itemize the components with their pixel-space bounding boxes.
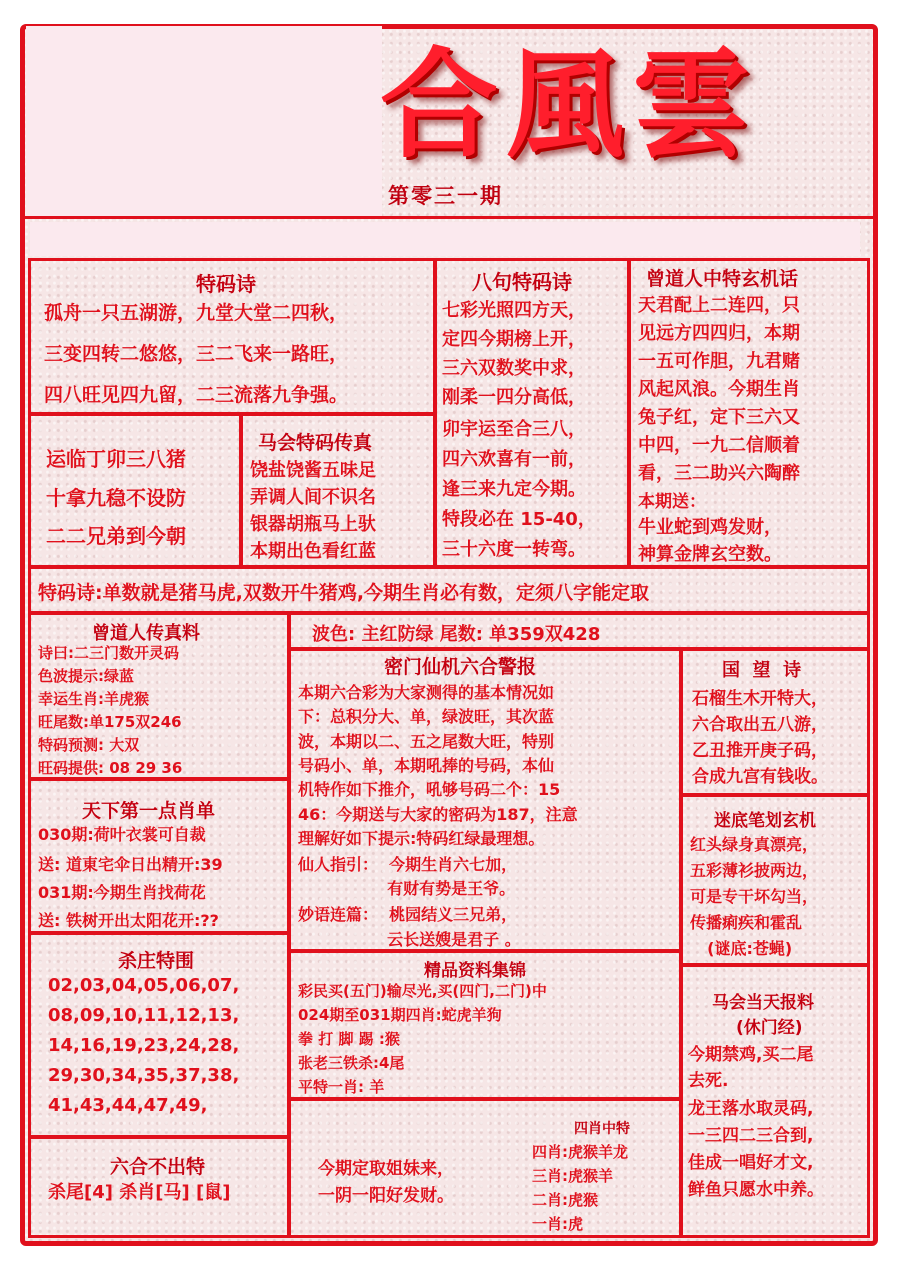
mahui-baoliao-title: 马会当天报料 — [712, 993, 814, 1013]
baju-line: 卯宇运至合三八， — [442, 419, 586, 440]
yunlin-line: 运临丁卯三八猪 — [46, 447, 186, 471]
cengdao-chuanzhen-line: 旺尾数:单175双246 — [38, 713, 182, 731]
mahui-baoliao-line: 龙王落水取灵码, — [688, 1099, 814, 1119]
shazhuang-title: 杀庄特围 — [118, 950, 195, 972]
cengdao-xuanji-line: 中四，一九二信顺着 — [638, 435, 800, 456]
tianxia-line: 030期:荷叶衣裳可自裁 — [38, 825, 206, 844]
cengdao-xuanji-line: 一五可作胆，九君赌 — [638, 351, 800, 372]
mimen-line: 机特作如下推介，吼够号码二个：15 — [298, 780, 561, 799]
cengdao-chuanzhen-line: 特码预测: 大双 — [38, 736, 140, 754]
yunlin-line: 十拿九稳不设防 — [46, 486, 186, 510]
shazhuang-line: 14,16,19,23,24,28, — [48, 1035, 240, 1056]
shazhuang-line: 41,43,44,47,49, — [48, 1095, 208, 1116]
mimen-line: 妙语连篇： 桃园结义三兄弟， — [298, 905, 518, 924]
midi-line: 可是专干坏勾当， — [690, 887, 819, 906]
jingpin-title: 精品资料集锦 — [424, 961, 526, 981]
tema-shi-line: 孤舟一只五湖游，九堂大堂二四秋， — [44, 302, 349, 324]
mahui-baoliao-line: 去死. — [688, 1071, 729, 1091]
mahui-chuanzhen-title: 马会特码传真 — [258, 432, 373, 454]
jingpin-line: 彩民买(五门)输尽光,买(四门,二门)中 — [298, 982, 547, 1000]
mimen-title: 密门仙机六合警报 — [384, 656, 537, 678]
tianxia-line: 送: 铁树开出太阳花开:?? — [38, 911, 219, 930]
midi-line: 传播痢疾和霍乱 — [690, 913, 803, 932]
cengdao-chuanzhen-title: 曾道人传真料 — [92, 623, 200, 644]
guowang-line: 石榴生木开特大， — [692, 689, 828, 709]
mimen-line: 有财有势是王爷。 — [298, 879, 516, 898]
mahui-baoliao-line: 鲜鱼只愿水中养。 — [688, 1180, 824, 1200]
masked-logo-area — [26, 26, 382, 218]
tianxia-line: 送: 道東宅伞日出精开:39 — [38, 855, 223, 874]
cengdao-xuanji-line: 风起风浪。今期生肖 — [638, 379, 800, 400]
guowang-line: 合成九宫有钱收。 — [692, 767, 828, 787]
sixiao-line: 三肖:虎猴羊 — [532, 1167, 613, 1185]
mahui-chuanzhen-line: 饶盐饶酱五味足 — [250, 460, 376, 481]
mahui-baoliao-subtitle: (休门经) — [736, 1018, 803, 1038]
tema-shi-title: 特码诗 — [196, 272, 256, 296]
sixiao-title: 四肖中特 — [574, 1121, 630, 1137]
cengdao-xuanji-line: 看，三二助兴六陶醉 — [638, 463, 800, 484]
mahui-chuanzhen-line: 银器胡瓶马上驮 — [250, 514, 376, 535]
cengdao-xuanji-line: 牛业蛇到鸡发财， — [638, 517, 782, 538]
mimen-line: 云长送嫂是君子 。 — [298, 930, 521, 949]
bose-text: 波色: 主红防绿 尾数: 单359双428 — [312, 624, 601, 645]
mimen-line: 仙人指引： 今期生肖六七加， — [298, 855, 518, 874]
shazhuang-line: 08,09,10,11,12,13, — [48, 1005, 240, 1026]
tema-shi-line: 四八旺见四九留，二三流落九争强。 — [44, 384, 349, 406]
tianxia-line: 031期:今期生肖找荷花 — [38, 883, 206, 902]
baju-line: 三十六度一转弯。 — [442, 539, 586, 560]
cengdao-xuanji-line: 本期送： — [638, 492, 706, 512]
logo-title: 合風雲 — [380, 35, 759, 174]
header-divider — [25, 216, 873, 219]
mahui-baoliao-line: 一三四二三合到, — [688, 1126, 814, 1146]
cengdao-xuanji-line: 神算金牌玄空数。 — [638, 544, 782, 565]
cengdao-chuanzhen-line: 诗曰:二三门数开灵码 — [38, 644, 179, 662]
jiemei-line: 今期定取姐妹来， — [318, 1159, 454, 1179]
baju-line: 四六欢喜有一前， — [442, 449, 586, 470]
baju-line: 特段必在 15-40， — [442, 509, 596, 530]
tianxia-title: 天下第一点肖单 — [82, 800, 216, 822]
jingpin-line: 平特一肖: 羊 — [298, 1078, 385, 1096]
shazhuang-line: 29,30,34,35,37,38, — [48, 1065, 240, 1086]
issue-number: 第零三一期 — [388, 184, 503, 208]
jingpin-line: 张老三铁杀:4尾 — [298, 1054, 405, 1072]
cengdao-chuanzhen-line: 幸运生肖:羊虎猴 — [38, 690, 149, 708]
shazhuang-line: 02,03,04,05,06,07, — [48, 975, 240, 996]
guowang-line: 六合取出五八游， — [692, 715, 828, 735]
cengdao-xuanji-title: 曾道人中特玄机话 — [646, 268, 799, 290]
mahui-chuanzhen-line: 弄调人间不识名 — [250, 487, 376, 508]
masked-headline-bar — [30, 222, 860, 256]
baju-line: 刚柔一四分高低， — [442, 387, 586, 408]
mahui-chuanzhen-line: 本期出色看红蓝 — [250, 541, 376, 562]
baju-line: 定四今期榜上开， — [442, 329, 586, 350]
baju-line: 七彩光照四方天， — [442, 300, 586, 321]
baju-title: 八句特码诗 — [472, 270, 572, 294]
guowang-line: 乙丑推开庚子码， — [692, 741, 828, 761]
liuhe-buchu-title: 六合不出特 — [110, 1156, 206, 1178]
liuhe-buchu-line: 杀尾[4] 杀肖[马] [鼠] — [48, 1182, 231, 1203]
jingpin-line: 024期至031期四肖:蛇虎羊狗 — [298, 1006, 502, 1024]
banner-text: 特码诗:单数就是猪马虎,双数开牛猪鸡,今期生肖必有数，定须八字能定取 — [38, 582, 650, 604]
cengdao-chuanzhen-line: 旺码提供: 08 29 36 — [38, 759, 183, 777]
yunlin-line: 二二兄弟到今朝 — [46, 524, 186, 548]
mimen-line: 下：总积分大、单，绿波旺，其次蓝 — [298, 707, 555, 726]
mimen-line: 波，本期以二、五之尾数大旺，特别 — [298, 732, 555, 751]
jingpin-line: 拳 打 脚 踢 :猴 — [298, 1030, 400, 1048]
midi-line: 红头绿身真漂亮， — [690, 835, 819, 854]
cengdao-xuanji-line: 见远方四四归，本期 — [638, 323, 800, 344]
sixiao-line: 二肖:虎猴 — [532, 1191, 598, 1209]
mimen-line: 号码小、单，本期吼捧的号码，本仙 — [298, 756, 555, 775]
cengdao-xuanji-line: 兔子红，定下三六又 — [638, 407, 800, 428]
cengdao-xuanji-line: 天君配上二连四，只 — [638, 295, 800, 316]
guowang-title: 国 望 诗 — [722, 660, 802, 681]
baju-line: 三六双数奖中求， — [442, 358, 586, 379]
sixiao-line: 四肖:虎猴羊龙 — [532, 1143, 628, 1161]
mahui-baoliao-line: 今期禁鸡,买二尾 — [688, 1045, 814, 1065]
baju-line: 逢三来九定今期。 — [442, 479, 586, 500]
midi-title: 迷底笔划玄机 — [714, 811, 816, 831]
jiemei-line: 一阴一阳好发财。 — [318, 1186, 454, 1206]
midi-line: (谜底:苍蝇) — [696, 939, 793, 958]
midi-line: 五彩薄衫披两边， — [690, 861, 819, 880]
sixiao-line: 一肖:虎 — [532, 1215, 583, 1233]
mimen-line: 理解好如下提示:特码红绿最理想。 — [298, 829, 545, 848]
cengdao-chuanzhen-line: 色波提示:绿蓝 — [38, 667, 134, 685]
mimen-line: 46：今期送与大家的密码为187，注意 — [298, 805, 578, 824]
tema-shi-line: 三变四转二悠悠，三二飞来一路旺， — [44, 343, 349, 365]
mimen-line: 本期六合彩为大家测得的基本情况如 — [298, 683, 555, 702]
mahui-baoliao-line: 佳成一唱好才文, — [688, 1153, 814, 1173]
